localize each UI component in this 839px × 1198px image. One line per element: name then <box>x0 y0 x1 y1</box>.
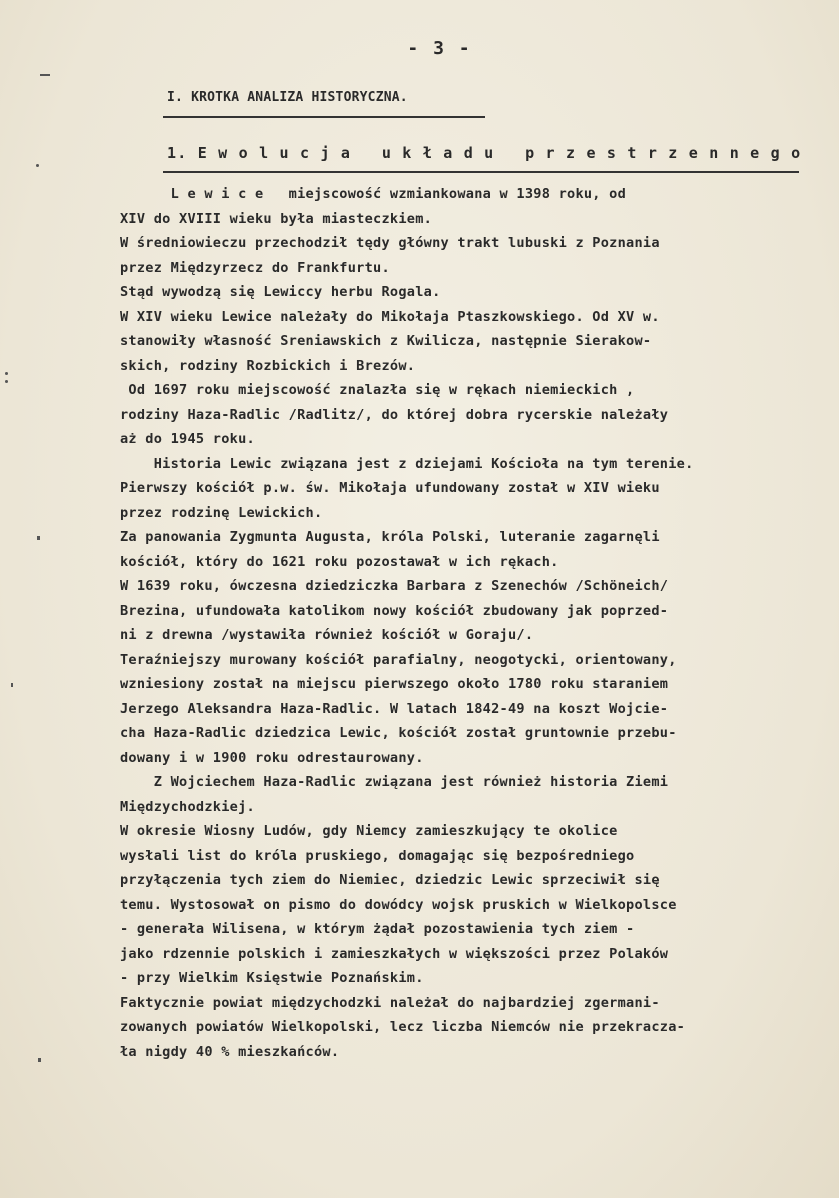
text-line: jako rdzennie polskich i zamieszkałych w większości przez Polaków <box>120 945 669 962</box>
text-line: przez rodzinę Lewickich. <box>120 504 323 521</box>
margin-mark <box>36 164 39 167</box>
text-line: Pierwszy kościół p.w. św. Mikołaja ufundowany został w XIV wieku <box>120 480 660 496</box>
text-line: rodziny Haza-Radlic /Radlitz/, do której dobra rycerskie należały <box>120 406 669 423</box>
text-line: Faktycznie powiat międzychodzki należał do najbardziej zgermani- <box>120 994 660 1011</box>
text-line: cha Haza-Radlic dziedzica Lewic, kościół został gruntownie przebu- <box>120 725 677 741</box>
text-line: Od 1697 roku miejscowość znalazła się w rękach niemieckich , <box>120 382 635 398</box>
subsection-heading-underline <box>163 171 799 173</box>
text-line: W 1639 roku, ówczesna dziedziczka Barbara z Szenechów /Schöneich/ <box>120 578 669 594</box>
text-line: Jerzego Aleksandra Haza-Radlic. W latach 1842-49 na koszt Wojcie- <box>120 700 669 717</box>
margin-mark <box>11 683 13 687</box>
text-line: W okresie Wiosny Ludów, gdy Niemcy zamieszkujący te okolice <box>120 823 618 839</box>
margin-mark <box>38 1058 41 1062</box>
text-line: W XIV wieku Lewice należały do Mikołaja Ptaszkowskiego. Od XV w. <box>120 308 660 325</box>
section-heading: I. KROTKA ANALIZA HISTORYCZNA. <box>167 90 408 105</box>
text-line: ni z drewna /wystawiła również kościół w Goraju/. <box>120 627 534 643</box>
text-line: wzniesiony został na miejscu pierwszego około 1780 roku staraniem <box>120 676 669 692</box>
text-line: temu. Wystosował on pismo do dowódcy wojsk pruskich w Wielkopolsce <box>120 896 677 913</box>
text-line: L e w i c e miejscowość wzmiankowana w 1398 roku, od <box>120 186 627 202</box>
page-number: - 3 - <box>407 38 472 59</box>
text-line: XIV do XVIII wieku była miasteczkiem. <box>120 210 433 227</box>
section-heading-underline <box>163 116 485 118</box>
text-line: Za panowania Zygmunta Augusta, króla Polski, luteranie zagarnęli <box>120 529 660 545</box>
subsection-heading: 1. E w o l u c j a u k ł a d u p r z e s t r z e n n e g o <box>167 144 802 162</box>
text-line: ła nigdy 40 % mieszkańców. <box>120 1043 340 1060</box>
text-line: Stąd wywodzą się Lewiccy herbu Rogala. <box>120 284 441 300</box>
text-line: aż do 1945 roku. <box>120 431 255 447</box>
margin-mark <box>37 536 40 540</box>
text-line: Międzychodzkiej. <box>120 798 255 815</box>
text-line: Historia Lewic związana jest z dziejami Kościoła na tym terenie. <box>120 455 694 472</box>
text-line: Brezina, ufundowała katolikom nowy kościół zbudowany jak poprzed- <box>120 602 669 619</box>
text-line: W średniowieczu przechodził tędy główny trakt lubuski z Poznania <box>120 235 660 251</box>
body-text <box>120 182 820 1064</box>
text-line: zowanych powiatów Wielkopolski, lecz liczba Niemców nie przekracza- <box>120 1019 686 1035</box>
text-line: kościół, który do 1621 roku pozostawał w ich rękach. <box>120 553 559 570</box>
margin-mark <box>5 380 8 383</box>
text-line: - przy Wielkim Księstwie Poznańskim. <box>120 970 424 986</box>
text-line: - generała Wilisena, w którym żądał pozostawienia tych ziem - <box>120 921 635 937</box>
margin-mark <box>5 372 8 375</box>
text-line: skich, rodziny Rozbickich i Brezów. <box>120 357 416 374</box>
text-line: przyłączenia tych ziem do Niemiec, dziedzic Lewic sprzeciwił się <box>120 872 660 888</box>
text-line: dowany i w 1900 roku odrestaurowany. <box>120 749 424 766</box>
text-line: przez Międzyrzecz do Frankfurtu. <box>120 259 390 276</box>
margin-mark <box>40 74 50 76</box>
text-line: Z Wojciechem Haza-Radlic związana jest również historia Ziemi <box>120 774 669 790</box>
text-line: wysłali list do króla pruskiego, domagając się bezpośredniego <box>120 847 635 864</box>
text-line: Teraźniejszy murowany kościół parafialny, neogotycki, orientowany, <box>120 651 677 668</box>
text-line: stanowiły własność Sreniawskich z Kwilicza, następnie Sierakow- <box>120 333 652 349</box>
